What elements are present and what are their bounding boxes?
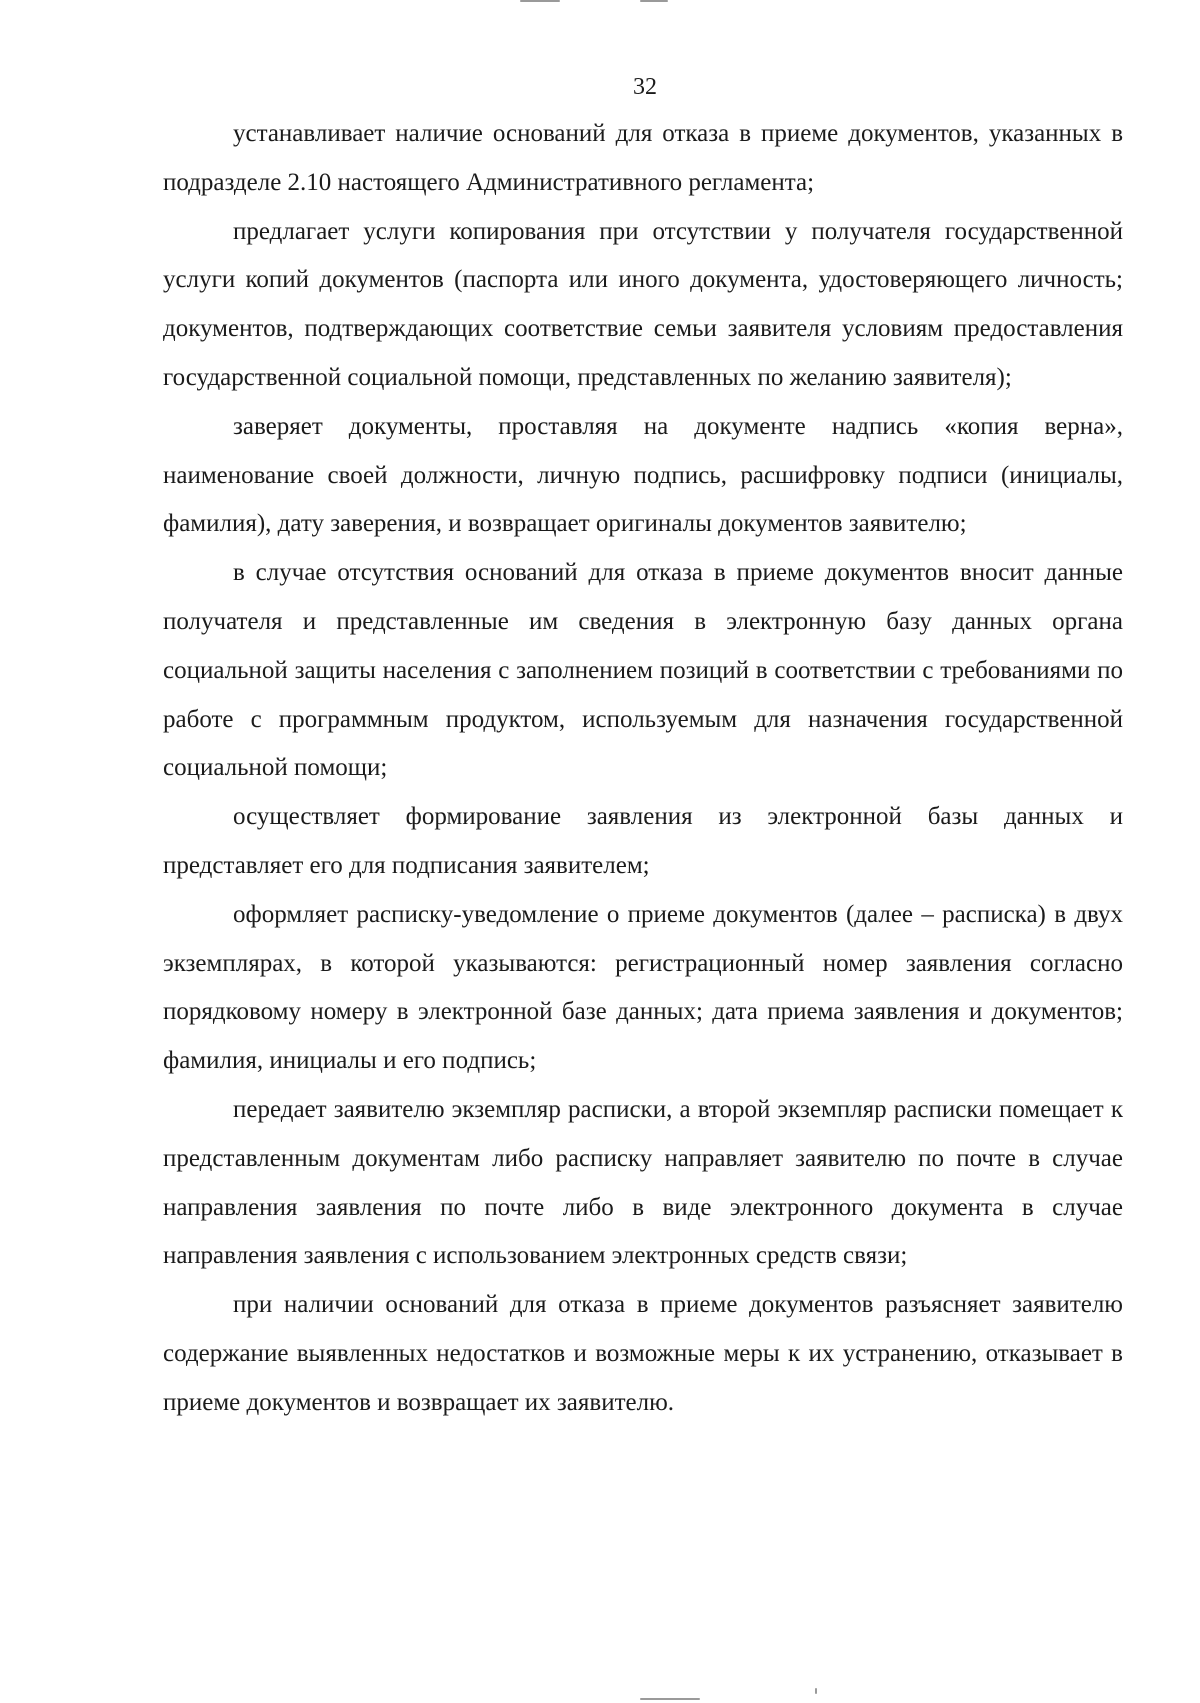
scan-artifact-top xyxy=(520,0,560,2)
paragraph: в случае отсутствия оснований для отказа в приеме документов вносит данные получателя и представленные им сведения в электронную базу данных органа социальной защиты населения с заполнением позиций в соответствии с требованиями по работе с программным продуктом, используемым для назначения государственной социальной помощи; xyxy=(163,559,1123,782)
page-number: 32 xyxy=(633,74,657,100)
scan-artifact-top xyxy=(640,0,668,2)
document-body xyxy=(163,110,1123,1428)
paragraph: при наличии оснований для отказа в приеме документов разъясняет заявителю содержание выявленных недостатков и возможные меры к их устранению, отказывает в приеме документов и возвращает их заявителю. xyxy=(163,1291,1123,1416)
paragraph: заверяет документы, проставляя на документе надпись «копия верна», наименование своей должности, личную подпись, расшифровку подписи (инициалы, фамилия), дату заверения, и возвращает оригиналы документов заявителю; xyxy=(163,412,1123,538)
scan-artifact-bottom xyxy=(640,1698,700,1700)
paragraph: предлагает услуги копирования при отсутствии у получателя государственной услуги копий документов (паспорта или иного документа, удостоверяющего личность; документов, подтверждающих соответствие семьи заявителя условиям предоставления государственной социальной помощи, представленных по желанию заявителя); xyxy=(163,217,1123,391)
scan-artifact-bottom xyxy=(815,1688,817,1694)
paragraph: передает заявителю экземпляр расписки, а второй экземпляр расписки помещает к представленным документам либо расписку направляет заявителю по почте в случае направления заявления по почте либо в виде электронного документа в случае направления заявления с использованием электронных средств связи; xyxy=(163,1095,1123,1270)
paragraph: оформляет расписку-уведомление о приеме документов (далее – расписка) в двух экземплярах, в которой указываются: регистрационный номер заявления согласно порядковому номеру в электронной базе данных; дата приема заявления и документов; фамилия, инициалы и его подпись; xyxy=(163,900,1123,1075)
paragraph: устанавливает наличие оснований для отказа в приеме документов, указанных в подразделе 2.10 настоящего Административного регламента; xyxy=(163,120,1123,196)
paragraph: осуществляет формирование заявления из электронной базы данных и представляет его для подписания заявителем; xyxy=(163,803,1123,879)
